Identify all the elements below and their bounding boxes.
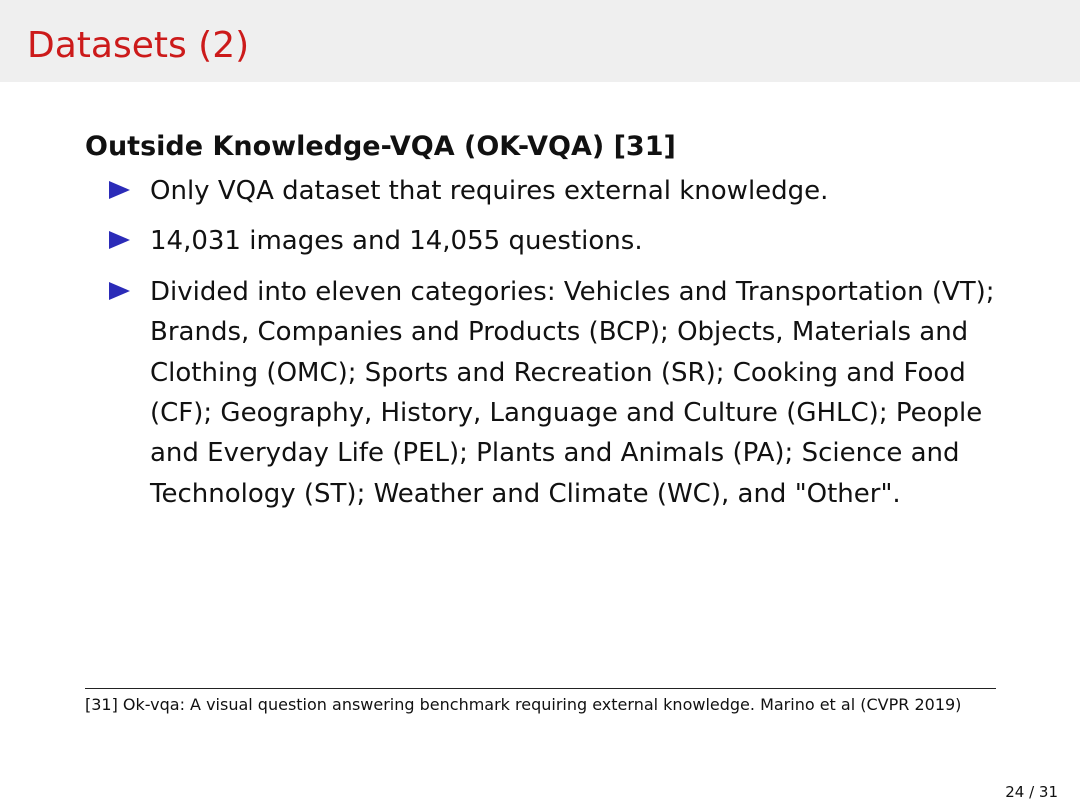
bullet-item xyxy=(85,272,1005,514)
bullet-text: Only VQA dataset that requires external knowledge. xyxy=(150,176,829,206)
slide-content xyxy=(85,127,1005,524)
bullet-item xyxy=(85,171,1005,211)
bullet-list xyxy=(85,171,1005,514)
bullet-text: 14,031 images and 14,055 questions. xyxy=(150,226,643,257)
bullet-item xyxy=(85,221,1005,261)
footnote-citation: [31] Ok-vqa: A visual question answering benchmark requiring external knowledge. Marino et al (CVPR 2019) xyxy=(85,695,962,714)
slide-title: Datasets (2) xyxy=(27,25,250,66)
triangle-bullet-icon xyxy=(109,181,130,199)
triangle-bullet-icon xyxy=(109,231,130,249)
title-bar xyxy=(0,0,1080,82)
footnote-divider xyxy=(85,688,996,689)
section-heading: Outside Knowledge-VQA (OK-VQA) [31] xyxy=(85,131,676,162)
triangle-bullet-icon xyxy=(109,282,130,300)
page-number: 24 / 31 xyxy=(1005,783,1058,801)
bullet-text: Divided into eleven categories: Vehicles and Transportation (VT); Brands, Companies and Products (BCP); Objects, Materials and Clothing (OMC); Sports and Recreation (SR); Cooking and Food (CF); Geography, History, Language and Culture (GHLC); People and Everyday Life (PEL); Plants and Animals (PA); Science and Technology (ST); Weather and Climate (WC), and "Other". xyxy=(150,276,995,509)
